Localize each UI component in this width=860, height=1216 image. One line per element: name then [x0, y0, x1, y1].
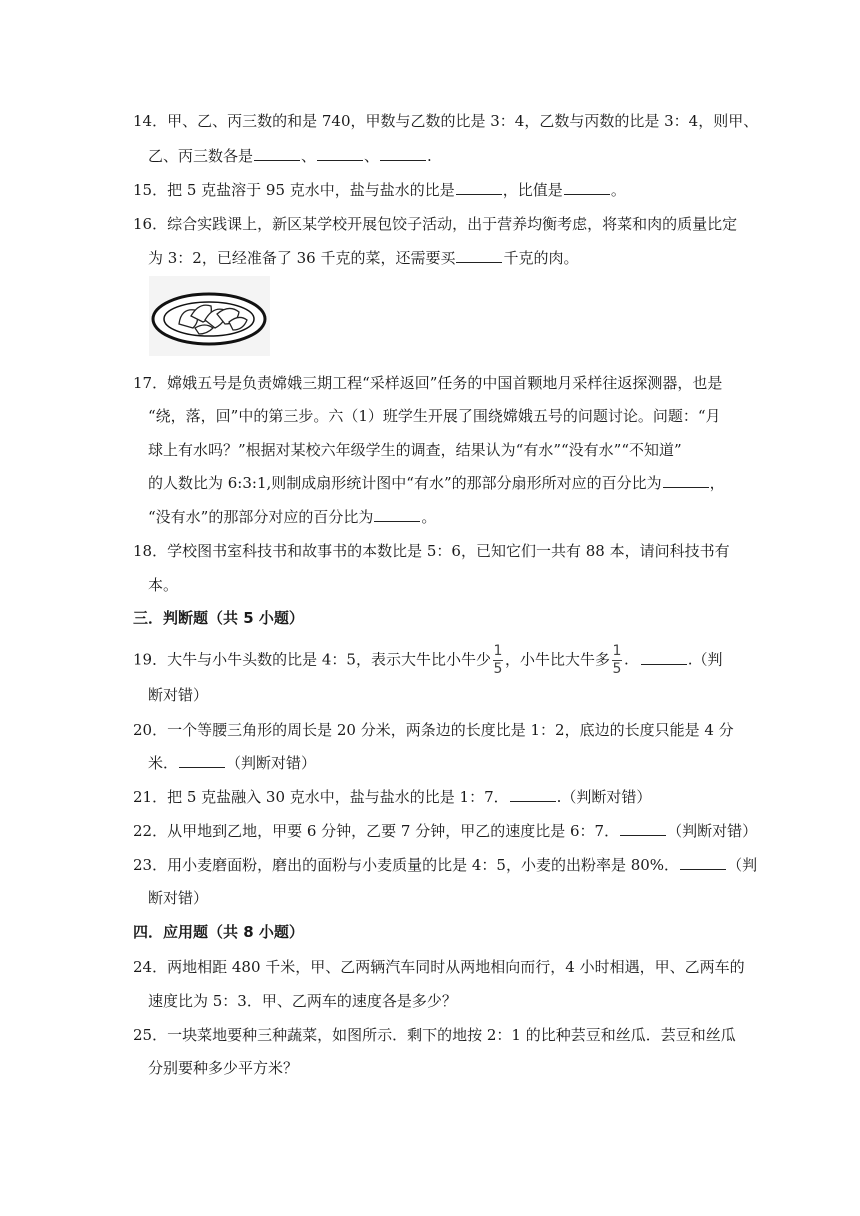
q21-line: 21．把 5 克盐融入 30 克水中，盐与盐水的比是 1：7． .（判断对错） — [133, 788, 652, 806]
answer-blank[interactable] — [179, 753, 225, 768]
q16-line1: 16．综合实践课上，新区某学校开展包饺子活动，出于营养均衡考虑，将菜和肉的质量比定 — [133, 215, 738, 233]
q25-line1: 25．一块菜地要种三种蔬菜，如图所示．剩下的地按 2：1 的比种芸豆和丝瓜．芸豆和丝瓜 — [133, 1026, 736, 1044]
q25-line2: 分别要种多少平方米？ — [148, 1059, 299, 1077]
q23-line2: 断对错） — [148, 889, 209, 907]
q24-line1: 24．两地相距 480 千米，甲、乙两辆汽车同时从两地相向而行，4 小时相遇，甲、乙两车的 — [133, 958, 745, 976]
section-heading-application: 四．应用题（共 8 小题） — [133, 923, 304, 941]
answer-blank[interactable] — [620, 821, 666, 836]
answer-blank[interactable] — [254, 146, 300, 161]
answer-blank[interactable] — [510, 787, 556, 802]
section-heading-judgment: 三．判断题（共 5 小题） — [133, 609, 304, 627]
q14-line2: 乙、丙三数各是 、 、 . — [148, 147, 432, 165]
fraction: $\frac{1}{5}$ — [612, 643, 622, 677]
q17-line2: “绕，落，回”中的第三步。六（1）班学生开展了围绕嫦娥五号的问题讨论。问题：“月 — [148, 407, 721, 425]
q23-line1: 23．用小麦磨面粉，磨出的面粉与小麦质量的比是 4：5，小麦的出粉率是 80%． （判 — [133, 856, 758, 874]
q19-line1: 19．大牛与小牛头数的比是 4：5，表示大牛比小牛少 $\frac{1}{5}$ ，小牛比大牛多 $\frac{1}{5}$ . .（判 — [133, 643, 723, 677]
q14-line1: 14．甲、乙、丙三数的和是 740，甲数与乙数的比是 3：4，乙数与丙数的比是 3：4，则甲、 — [133, 112, 759, 130]
answer-blank[interactable] — [374, 507, 420, 522]
q17-line5: “没有水”的那部分对应的百分比为 。 — [148, 508, 437, 526]
q20-line1: 20．一个等腰三角形的周长是 20 分米，两条边的长度比是 1：2，底边的长度只能是 4 分 — [133, 721, 734, 739]
q19-line2: 断对错） — [148, 686, 209, 704]
q17-line1: 17．嫦娥五号是负责嫦娥三期工程“采样返回”任务的中国首颗地月采样往返探测器，也是 — [133, 374, 723, 392]
answer-blank[interactable] — [317, 146, 363, 161]
answer-blank[interactable] — [380, 146, 426, 161]
q18-line2: 本。 — [148, 576, 179, 594]
fraction: $\frac{1}{5}$ — [493, 643, 503, 677]
q18-line1: 18．学校图书室科技书和故事书的本数比是 5：6，已知它们一共有 88 本，请问科技书有 — [133, 542, 730, 560]
answer-blank[interactable] — [663, 473, 709, 488]
answer-blank[interactable] — [641, 650, 687, 665]
dumplings-plate-image — [149, 276, 270, 356]
q17-line3: 球上有水吗？”根据对某校六年级学生的调查，结果认为“有水”“没有水”“不知道” — [148, 441, 682, 459]
answer-blank[interactable] — [456, 180, 502, 195]
q24-line2: 速度比为 5：3．甲、乙两车的速度各是多少？ — [148, 992, 457, 1010]
q20-line2: 米． （判断对错） — [148, 754, 317, 772]
q16-line2: 为 3：2，已经准备了 36 千克的菜，还需要买 千克的肉。 — [148, 249, 579, 267]
answer-blank[interactable] — [680, 855, 726, 870]
q17-line4: 的人数比为 6:3:1,则制成扇形统计图中“有水”的那部分扇形所对应的百分比为 ， — [148, 474, 725, 492]
q15-line: 15．把 5 克盐溶于 95 克水中，盐与盐水的比是 ，比值是 。 — [133, 181, 626, 199]
answer-blank[interactable] — [564, 180, 610, 195]
answer-blank[interactable] — [456, 248, 502, 263]
q22-line: 22．从甲地到乙地，甲要 6 分钟，乙要 7 分钟，甲乙的速度比是 6：7． （判断对错） — [133, 822, 758, 840]
